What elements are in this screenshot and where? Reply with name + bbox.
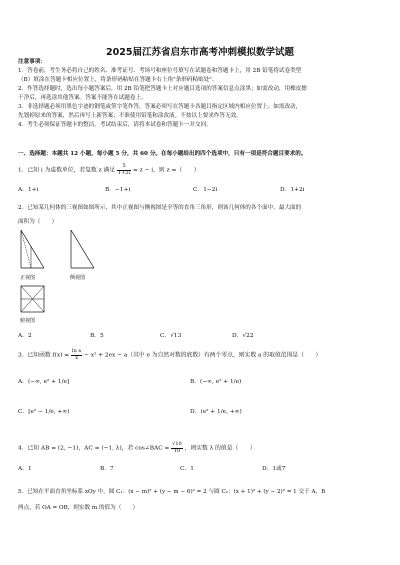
q3-option-b: B．(−∞, e² + 1/e) <box>190 379 242 385</box>
fraction: $\frac{√10}{10}$ <box>172 441 182 454</box>
q4-option-a: A．1 <box>18 466 32 472</box>
note-line: 2．作答选择题时，选出每小题答案后，用 2B 铅笔把答题卡上对应题目选项的答案信息点涂黑；如需改动，用橡皮擦 <box>18 86 307 92</box>
q4-option-b: B．7 <box>100 466 114 472</box>
side-view-figure <box>68 228 98 272</box>
side-view-label: 侧视图 <box>70 275 86 281</box>
question-1-stem: 1．已知 i 为虚数单位，若复数 z 满足 $\frac{5}{1+2i}$ = z − i，则 z =（ ） <box>18 163 200 176</box>
note-line: 干净后，再选涂其他答案。答案不能答在试题卷上。 <box>18 95 147 101</box>
section-heading: 一、选择题：本题共 12 小题，每小题 5 分，共 60 分。在每小题给出的四个选项中，只有一项是符合题目要求的。 <box>18 151 307 157</box>
q1-option-a: A．1+i <box>18 187 39 193</box>
front-view-label: 正视图 <box>20 275 36 281</box>
fraction: $\frac{\text{ln x}}{x}$ <box>72 348 82 361</box>
question-3-stem: 3．已知函数 f(x) = $\frac{\text{ln x}}{x}$ − x² + 2ex − a（其中 e 为自然对数的底数）有两个零点，则实数 a 的取值范围是（ ） <box>18 348 322 361</box>
note-line: 3．非选择题必须用黑色字迹的钢笔或签字笔作答，答案必须写在答题卡各题目指定区域内相应位置上；如需改动， <box>18 104 302 110</box>
q2-option-c: C．√13 <box>160 333 182 339</box>
question-2-stem-cont: 面积为（ ） <box>18 219 58 225</box>
q1-option-b: B．−1+i <box>105 187 131 193</box>
q2-option-b: B．5 <box>90 333 104 339</box>
q2-option-a: A．2 <box>18 333 32 339</box>
top-view-figure <box>18 284 48 316</box>
fraction: $\frac{5}{1+2i}$ <box>117 163 131 176</box>
q4-option-d: D．1或7 <box>262 466 286 472</box>
question-5-stem: 5．已知在平面直角坐标系 xOy 中，圆 C₁：(x − m)² + (y − m − 6)² = 2 与圆 C₂：(x + 1)² + (y − 2)² = 1 交于 A，B <box>18 489 326 495</box>
question-4-stem: 4．已知 AB = (2, −1)，AC = (−1, λ)，若 cos∠BAC = $\frac{√10}{10}$ ，则实数 λ 的值是（ ） <box>18 441 256 454</box>
note-line: 1．答卷前，考生务必将自己的姓名、准考证号、考场号和座位号填写在试题卷和答题卡上，用 2B 铅笔将试卷类型 <box>18 68 302 74</box>
notes-heading: 注意事项： <box>18 59 46 65</box>
note-line: 4．考生必须保证答题卡的整洁。考试结束后，请将本试卷和答题卡一并交回。 <box>18 122 212 128</box>
q3-option-a: A．(−∞, e² + 1/e] <box>18 379 70 385</box>
q3-option-d: D．(e² + 1/e, +∞) <box>190 409 242 415</box>
q1-option-d: D．1+2i <box>280 187 305 193</box>
question-2-stem: 2．已知某几何体的三视图如图所示，其中正视图与侧视图是全等的直角三角形，则该几何体的各个面中，最大面的 <box>18 205 302 211</box>
question-5-stem-cont: 两点，若 OA = OB，则实数 m 的值为（ ） <box>18 505 139 511</box>
q1-option-c: C．1−2i <box>193 187 218 193</box>
q2-option-d: D．√22 <box>232 333 254 339</box>
note-line: 先划掉原来的答案，然后再写上新答案；不准使用铅笔和涂改液。不按以上要求作答无效。 <box>18 113 242 119</box>
top-view-label: 俯视图 <box>20 318 36 324</box>
q3-option-c: C．[e² − 1/e, +∞) <box>18 409 70 415</box>
front-view-figure <box>18 228 48 272</box>
exam-title: 2025届江苏省启东市高考冲刺模拟数学试题 <box>106 47 294 58</box>
q4-option-c: C．1 <box>180 466 194 472</box>
note-line: （B）填涂在答题卡相应位置上，将条形码粘贴在答题卡右上角"条形码粘贴处"。 <box>18 77 218 83</box>
